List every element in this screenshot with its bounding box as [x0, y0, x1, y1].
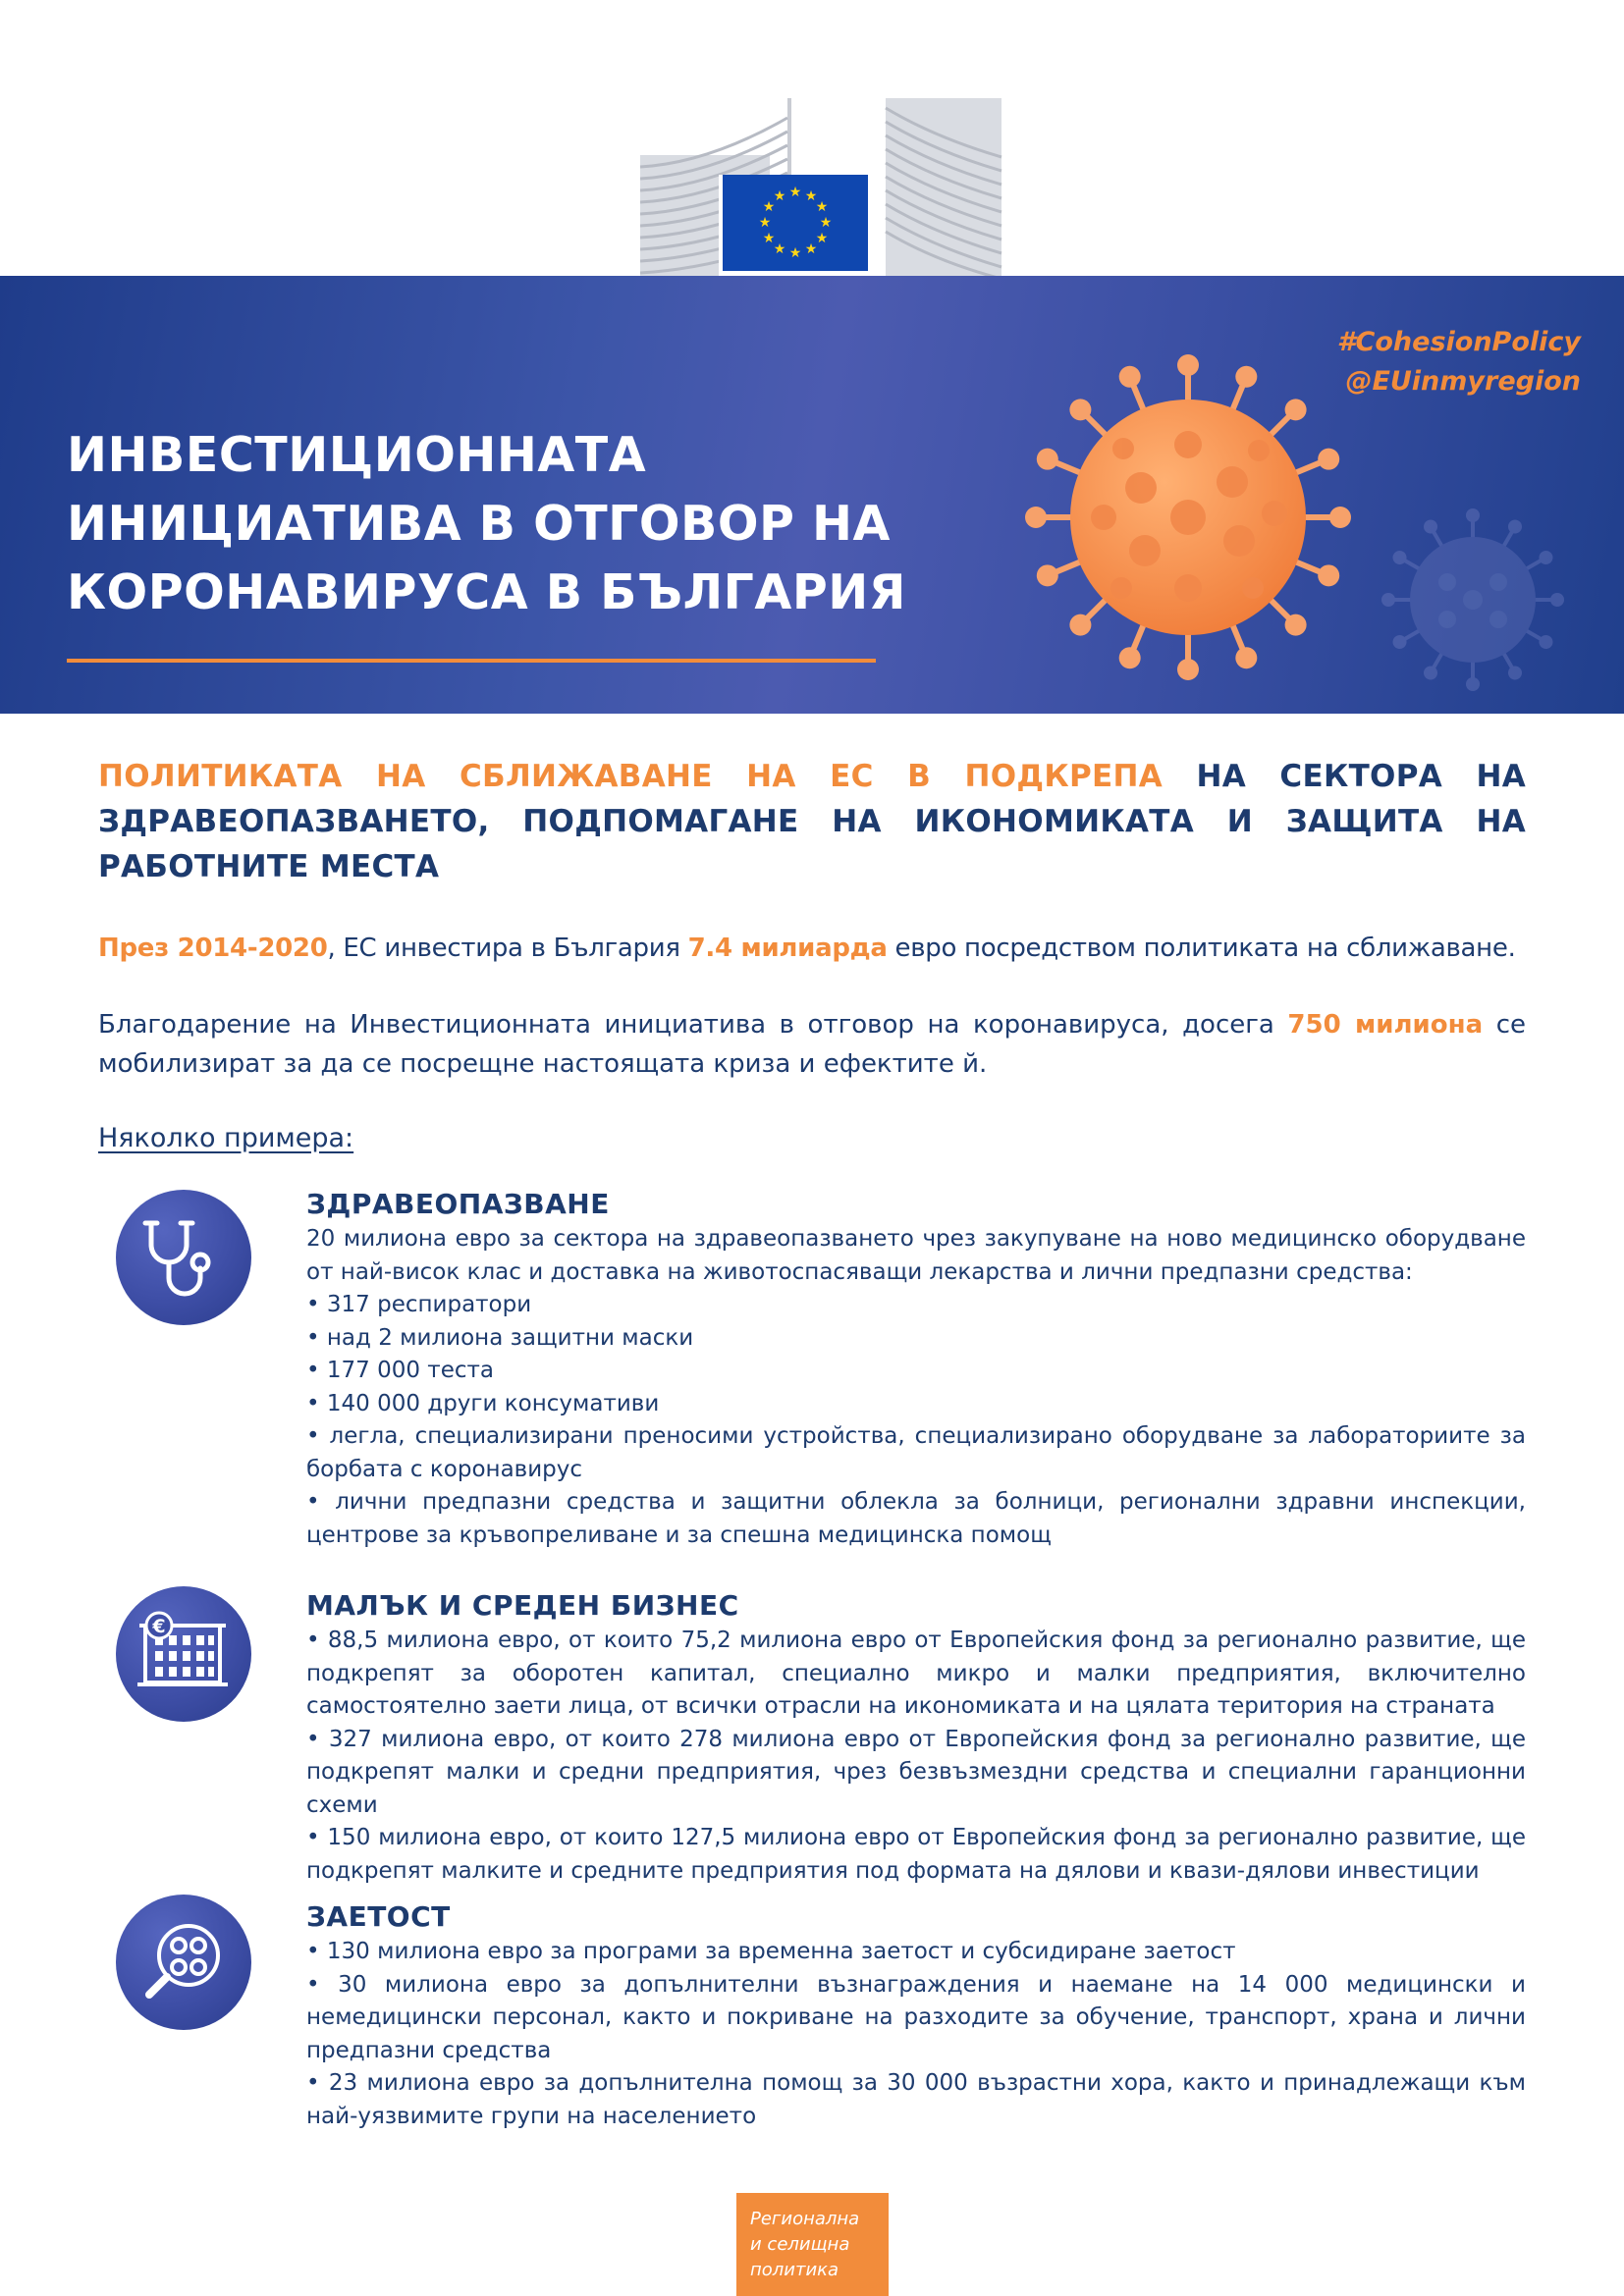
section-body	[306, 1625, 1526, 1888]
intro2-amount: 750 милиона	[1287, 1010, 1484, 1040]
section-body	[306, 1223, 1526, 1552]
svg-text:★: ★	[804, 188, 818, 204]
intro2-text-2: се мобилизират за да се посрещне настоящата криза и ефектите й.	[98, 1010, 1526, 1079]
intro1-period: През 2014-2020	[98, 934, 328, 963]
examples-label: Няколко примера:	[98, 1123, 354, 1153]
intro1-text-1: , ЕС инвестира в България	[327, 934, 688, 963]
hashtags	[1337, 323, 1581, 401]
section-title: МАЛЪК И СРЕДЕН БИЗНЕС	[306, 1589, 739, 1622]
section-title: ЗАЕТОСТ	[306, 1900, 451, 1933]
dg-regio-badge	[736, 2193, 889, 2296]
svg-text:★: ★	[804, 241, 818, 257]
svg-text:★: ★	[788, 185, 802, 200]
lead-highlight: ПОЛИТИКАТА НА СБЛИЖАВАНЕ НА ЕС В ПОДКРЕПА	[98, 759, 1163, 794]
stethoscope-icon	[116, 1190, 251, 1325]
page-title	[67, 421, 950, 627]
coronavirus-icon	[1021, 350, 1355, 684]
business-section-icon	[116, 1586, 251, 1722]
svg-text:€: €	[152, 1616, 166, 1637]
hero-banner	[0, 276, 1624, 714]
employment-section-icon	[116, 1895, 251, 2030]
svg-text:★: ★	[773, 188, 786, 204]
people-magnifier-icon	[116, 1895, 251, 2030]
section-body	[306, 1936, 1526, 2133]
intro-paragraph-2	[98, 1005, 1526, 1084]
svg-text:★: ★	[758, 215, 772, 231]
badge-line-2: и селищна	[750, 2234, 850, 2255]
section-employment	[306, 1898, 1526, 2133]
hashtag-euinmyregion: @EUinmyregion	[1345, 366, 1581, 397]
list-item: • 317 респиратори	[306, 1292, 532, 1317]
list-item: • 130 милиона евро за програми за временна заетост и субсидиране заетост	[306, 1939, 1236, 1964]
badge-line-1: Регионална	[750, 2209, 860, 2229]
title-underline	[67, 659, 876, 663]
title-line-3: КОРОНАВИРУСА В БЪЛГАРИЯ	[67, 564, 906, 620]
list-item: • 327 милиона евро, от които 278 милиона евро от Европейския фонд за регионално развитие, ще подкрепят малки и средни предприятия, чрез безвъзмездни средства и специални гаранционни схеми	[306, 1726, 1526, 1818]
intro1-text-2: евро посредством политиката на сближаване.	[887, 934, 1516, 963]
svg-text:★: ★	[788, 245, 802, 261]
section-sme	[306, 1587, 1526, 1888]
healthcare-section-icon	[116, 1190, 251, 1325]
list-item: • 140 000 други консумативи	[306, 1390, 660, 1416]
hashtag-cohesion: #CohesionPolicy	[1336, 327, 1581, 357]
svg-text:★: ★	[773, 241, 786, 257]
list-item: • 150 милиона евро, от които 127,5 милиона евро от Европейския фонд за регионално развитие, ще подкрепят малките и средните предприятия под формата на дялови и квази-дялови инвестиции	[306, 1825, 1526, 1884]
intro2-text-1: Благодарение на Инвестиционната инициатива в отговор на коронавируса, досега	[98, 1010, 1288, 1040]
euro-building-icon	[116, 1586, 251, 1722]
lead-rest: НА СЕКТОРА НА ЗДРАВЕОПАЗВАНЕТО, ПОДПОМАГАНЕ НА ИКОНОМИКАТА И ЗАЩИТА НА РАБОТНИТЕ МЕСТА	[98, 759, 1526, 884]
list-item: • 88,5 милиона евро, от които 75,2 милиона евро от Европейския фонд за регионално развитие, ще подкрепят за оборотен капитал, специално микро и малки предприятия, включително самостоятелно заети лица, от всички отрасли на икономиката и на цялата територия на страната	[306, 1628, 1526, 1719]
section-healthcare	[306, 1186, 1526, 1552]
list-item: • 23 милиона евро за допълнителна помощ за 30 000 възрастни хора, както и принадлежащи към най-уязвимите групи на населението	[306, 2070, 1526, 2129]
svg-text:★: ★	[815, 231, 829, 246]
svg-text:★: ★	[819, 215, 833, 231]
intro-paragraph-1	[98, 929, 1526, 968]
list-item: • лични предпазни средства и защитни облекла за болници, регионални здравни инспекции, центрове за кръвопреливане и за спешна медицинска помощ	[306, 1489, 1526, 1548]
list-item: • над 2 милиона защитни маски	[306, 1324, 694, 1351]
list-item: • 177 000 теста	[306, 1358, 494, 1383]
svg-text:★: ★	[815, 199, 829, 215]
list-item: • 30 милиона евро за допълнителни възнаграждения и наемане на 14 000 медицински и немедицински персонал, както и покриване на разходите за обучение, транспорт, храна и лични предпазни средства	[306, 1971, 1526, 2063]
intro1-amount: 7.4 милиарда	[687, 934, 888, 963]
badge-line-3: политика	[750, 2260, 839, 2280]
list-item: 20 милиона евро за сектора на здравеопазването чрез закупуване на ново медицинско оборудване от най-висок клас и доставка на животоспасяващи лекарства и лични предпазни средства:	[306, 1226, 1526, 1285]
svg-text:★: ★	[762, 199, 776, 215]
lead-heading	[98, 754, 1526, 889]
title-line-2: ИНИЦИАТИВА В ОТГОВОР НА	[67, 496, 891, 552]
coronavirus-faded-icon	[1375, 502, 1571, 698]
eu-flag-icon	[723, 175, 868, 271]
list-item: • легла, специализирани преносими устройства, специализирано оборудване за лабораториите за борбата с коронавирус	[306, 1423, 1526, 1482]
title-line-1: ИНВЕСТИЦИОННАТА	[67, 427, 647, 483]
section-title: ЗДРАВЕОПАЗВАНЕ	[306, 1188, 610, 1220]
svg-text:★: ★	[762, 231, 776, 246]
